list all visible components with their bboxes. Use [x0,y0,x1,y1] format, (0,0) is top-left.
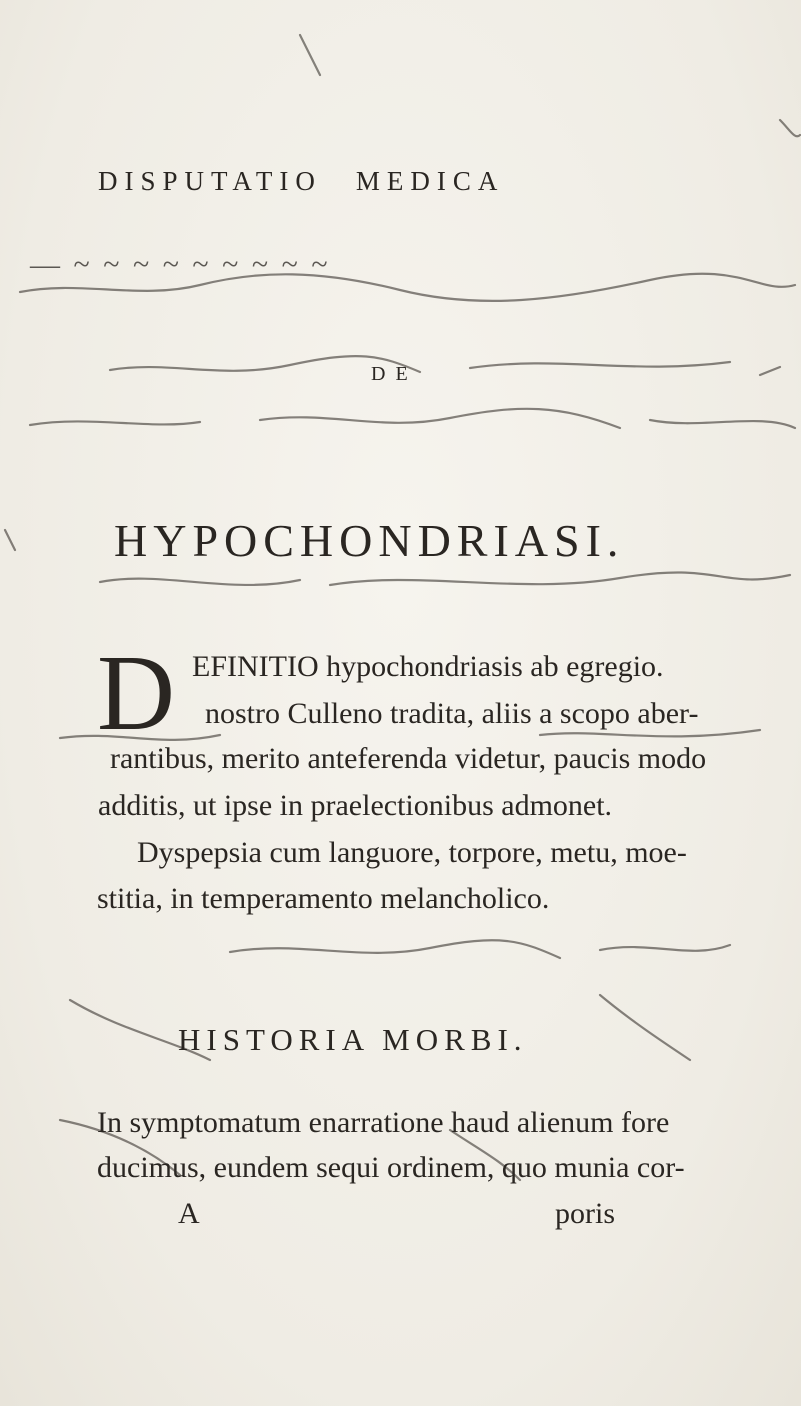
body-line-5: Dyspepsia cum languore, torpore, metu, moe- [137,836,687,869]
running-head-title: DISPUTATIO [98,166,322,196]
section-heading: HISTORIA MORBI. [178,1022,528,1057]
author-line: — ~ ~ ~ ~ ~ ~ ~ ~ ~ [30,248,331,281]
section-line-1: In symptomatum enarratione haud alienum fore [97,1106,670,1139]
body-line-6: stitia, in temperamento melancholico. [97,882,550,915]
drop-cap: D [97,634,175,753]
preposition-de: DE [371,363,418,385]
body-line-4: additis, ut ipse in praelectionibus admonet. [98,789,613,822]
catchword: poris [555,1197,615,1230]
signature-mark: A [178,1197,200,1230]
running-head-subtitle: MEDICA [355,166,505,196]
section-line-2: ducimus, eundem sequi ordinem, quo munia cor- [97,1151,685,1184]
subject-title: HYPOCHONDRIASI. [114,515,625,566]
body-line-3: rantibus, merito anteferenda videtur, paucis modo [110,742,707,775]
body-line-2: nostro Culleno tradita, aliis a scopo aber- [205,697,699,730]
body-line-1: EFINITIO hypochondriasis ab egregio. [192,650,664,683]
running-head [98,166,504,197]
